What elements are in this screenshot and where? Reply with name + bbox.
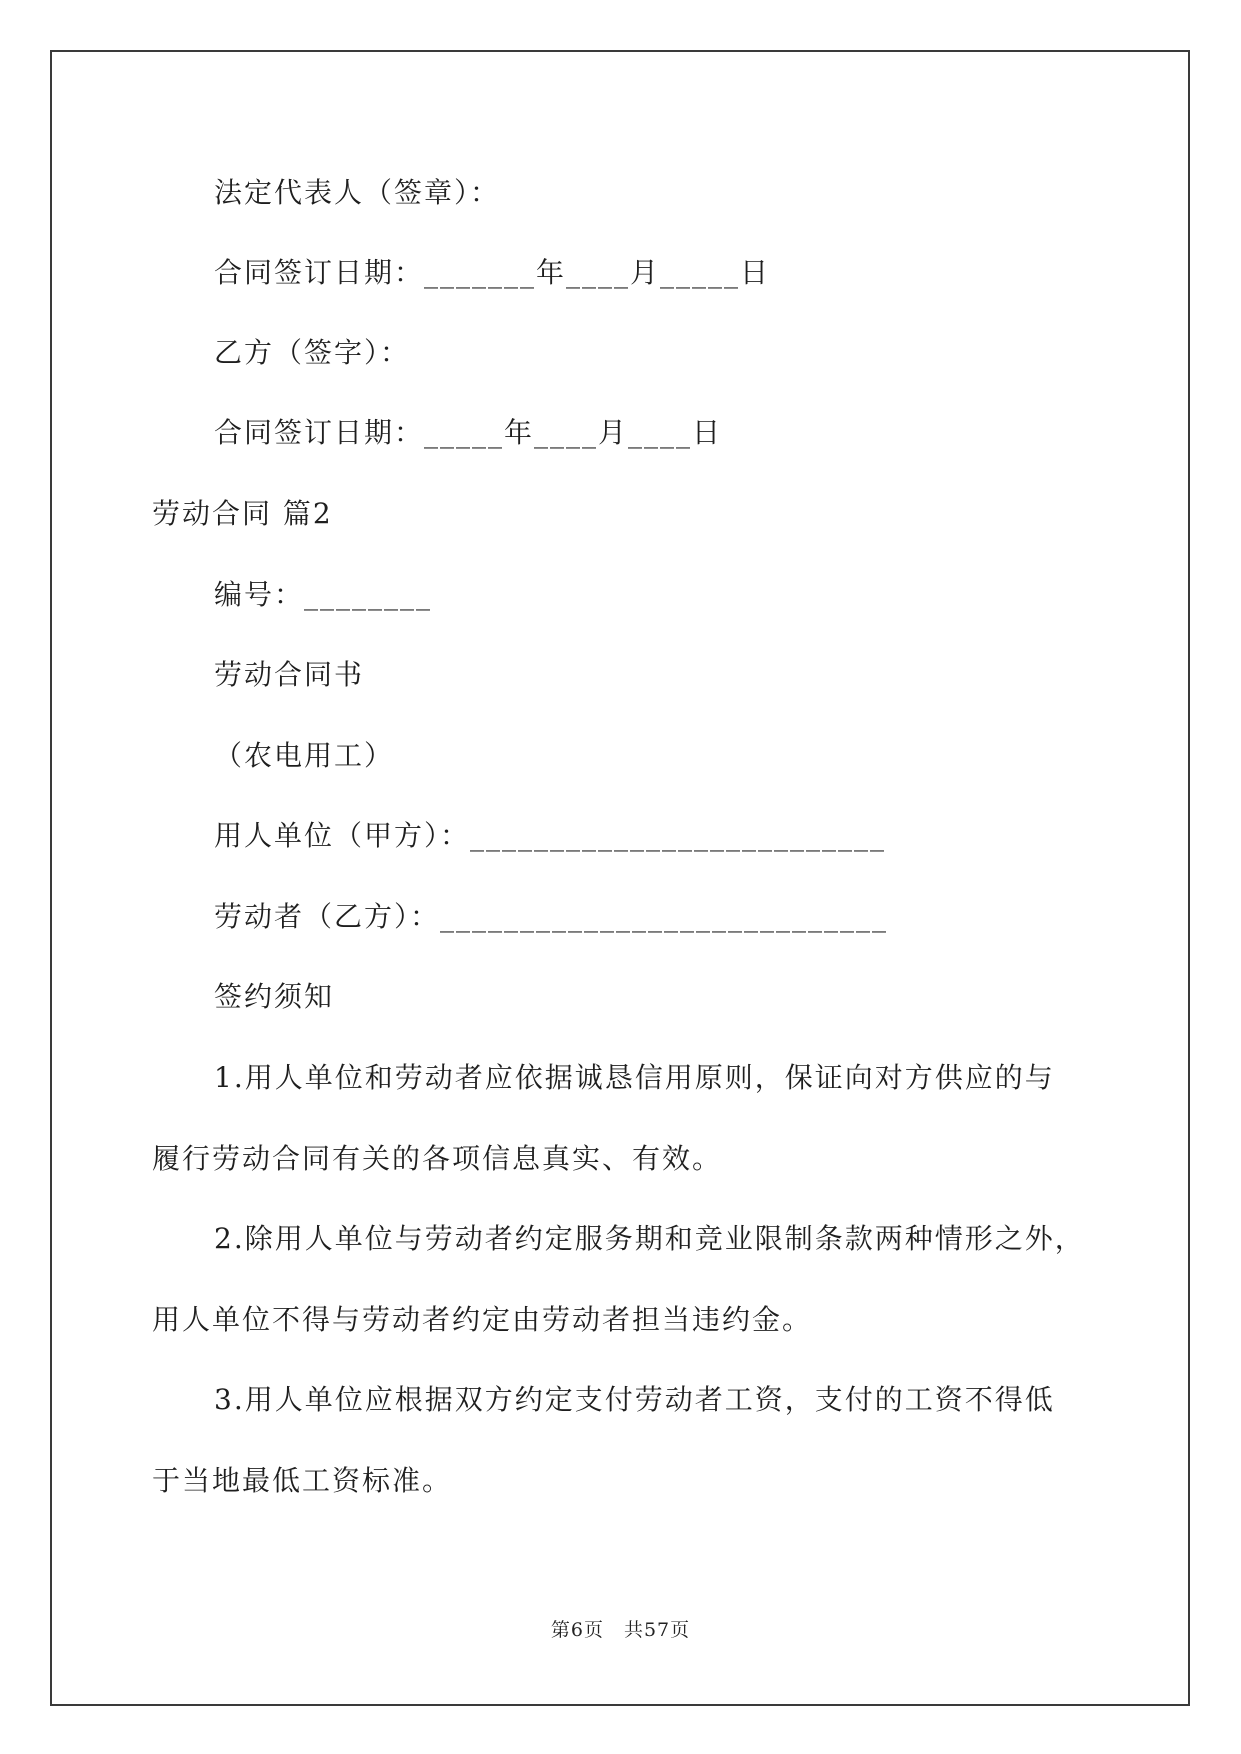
document-title: 劳动合同书 <box>214 658 365 691</box>
party-b-signature-line: 乙方（签字）： <box>214 336 411 369</box>
document-subtitle: （农电用工） <box>214 739 395 772</box>
contract-date-line-a: 合同签订日期：_______年____月_____日 <box>214 256 771 289</box>
employer-line: 用人单位（甲方）：__________________________ <box>214 819 887 852</box>
contract-number-line: 编号：________ <box>214 578 433 611</box>
page-footer: 第6页 共57页 <box>550 1619 691 1641</box>
section-heading: 劳动合同 篇2 <box>152 497 333 530</box>
notice-item-1-line-2: 履行劳动合同有关的各项信息真实、有效。 <box>152 1142 723 1175</box>
legal-representative-line: 法定代表人（签章）： <box>214 176 501 209</box>
notice-item-1-line-1: 1.用人单位和劳动者应依据诚恳信用原则，保证向对方供应的与 <box>214 1061 1055 1094</box>
employee-line: 劳动者（乙方）：____________________________ <box>214 900 889 933</box>
notice-item-3-line-2: 于当地最低工资标准。 <box>152 1464 453 1497</box>
page-border <box>50 50 1190 1706</box>
notice-item-2-line-1: 2.除用人单位与劳动者约定服务期和竞业限制条款两种情形之外， <box>214 1222 1085 1255</box>
notice-item-3-line-1: 3.用人单位应根据双方约定支付劳动者工资，支付的工资不得低 <box>214 1383 1055 1416</box>
notice-item-2-line-2: 用人单位不得与劳动者约定由劳动者担当违约金。 <box>152 1303 813 1336</box>
signing-notice-heading: 签约须知 <box>214 980 335 1013</box>
contract-date-line-b: 合同签订日期：_____年____月____日 <box>214 416 723 449</box>
